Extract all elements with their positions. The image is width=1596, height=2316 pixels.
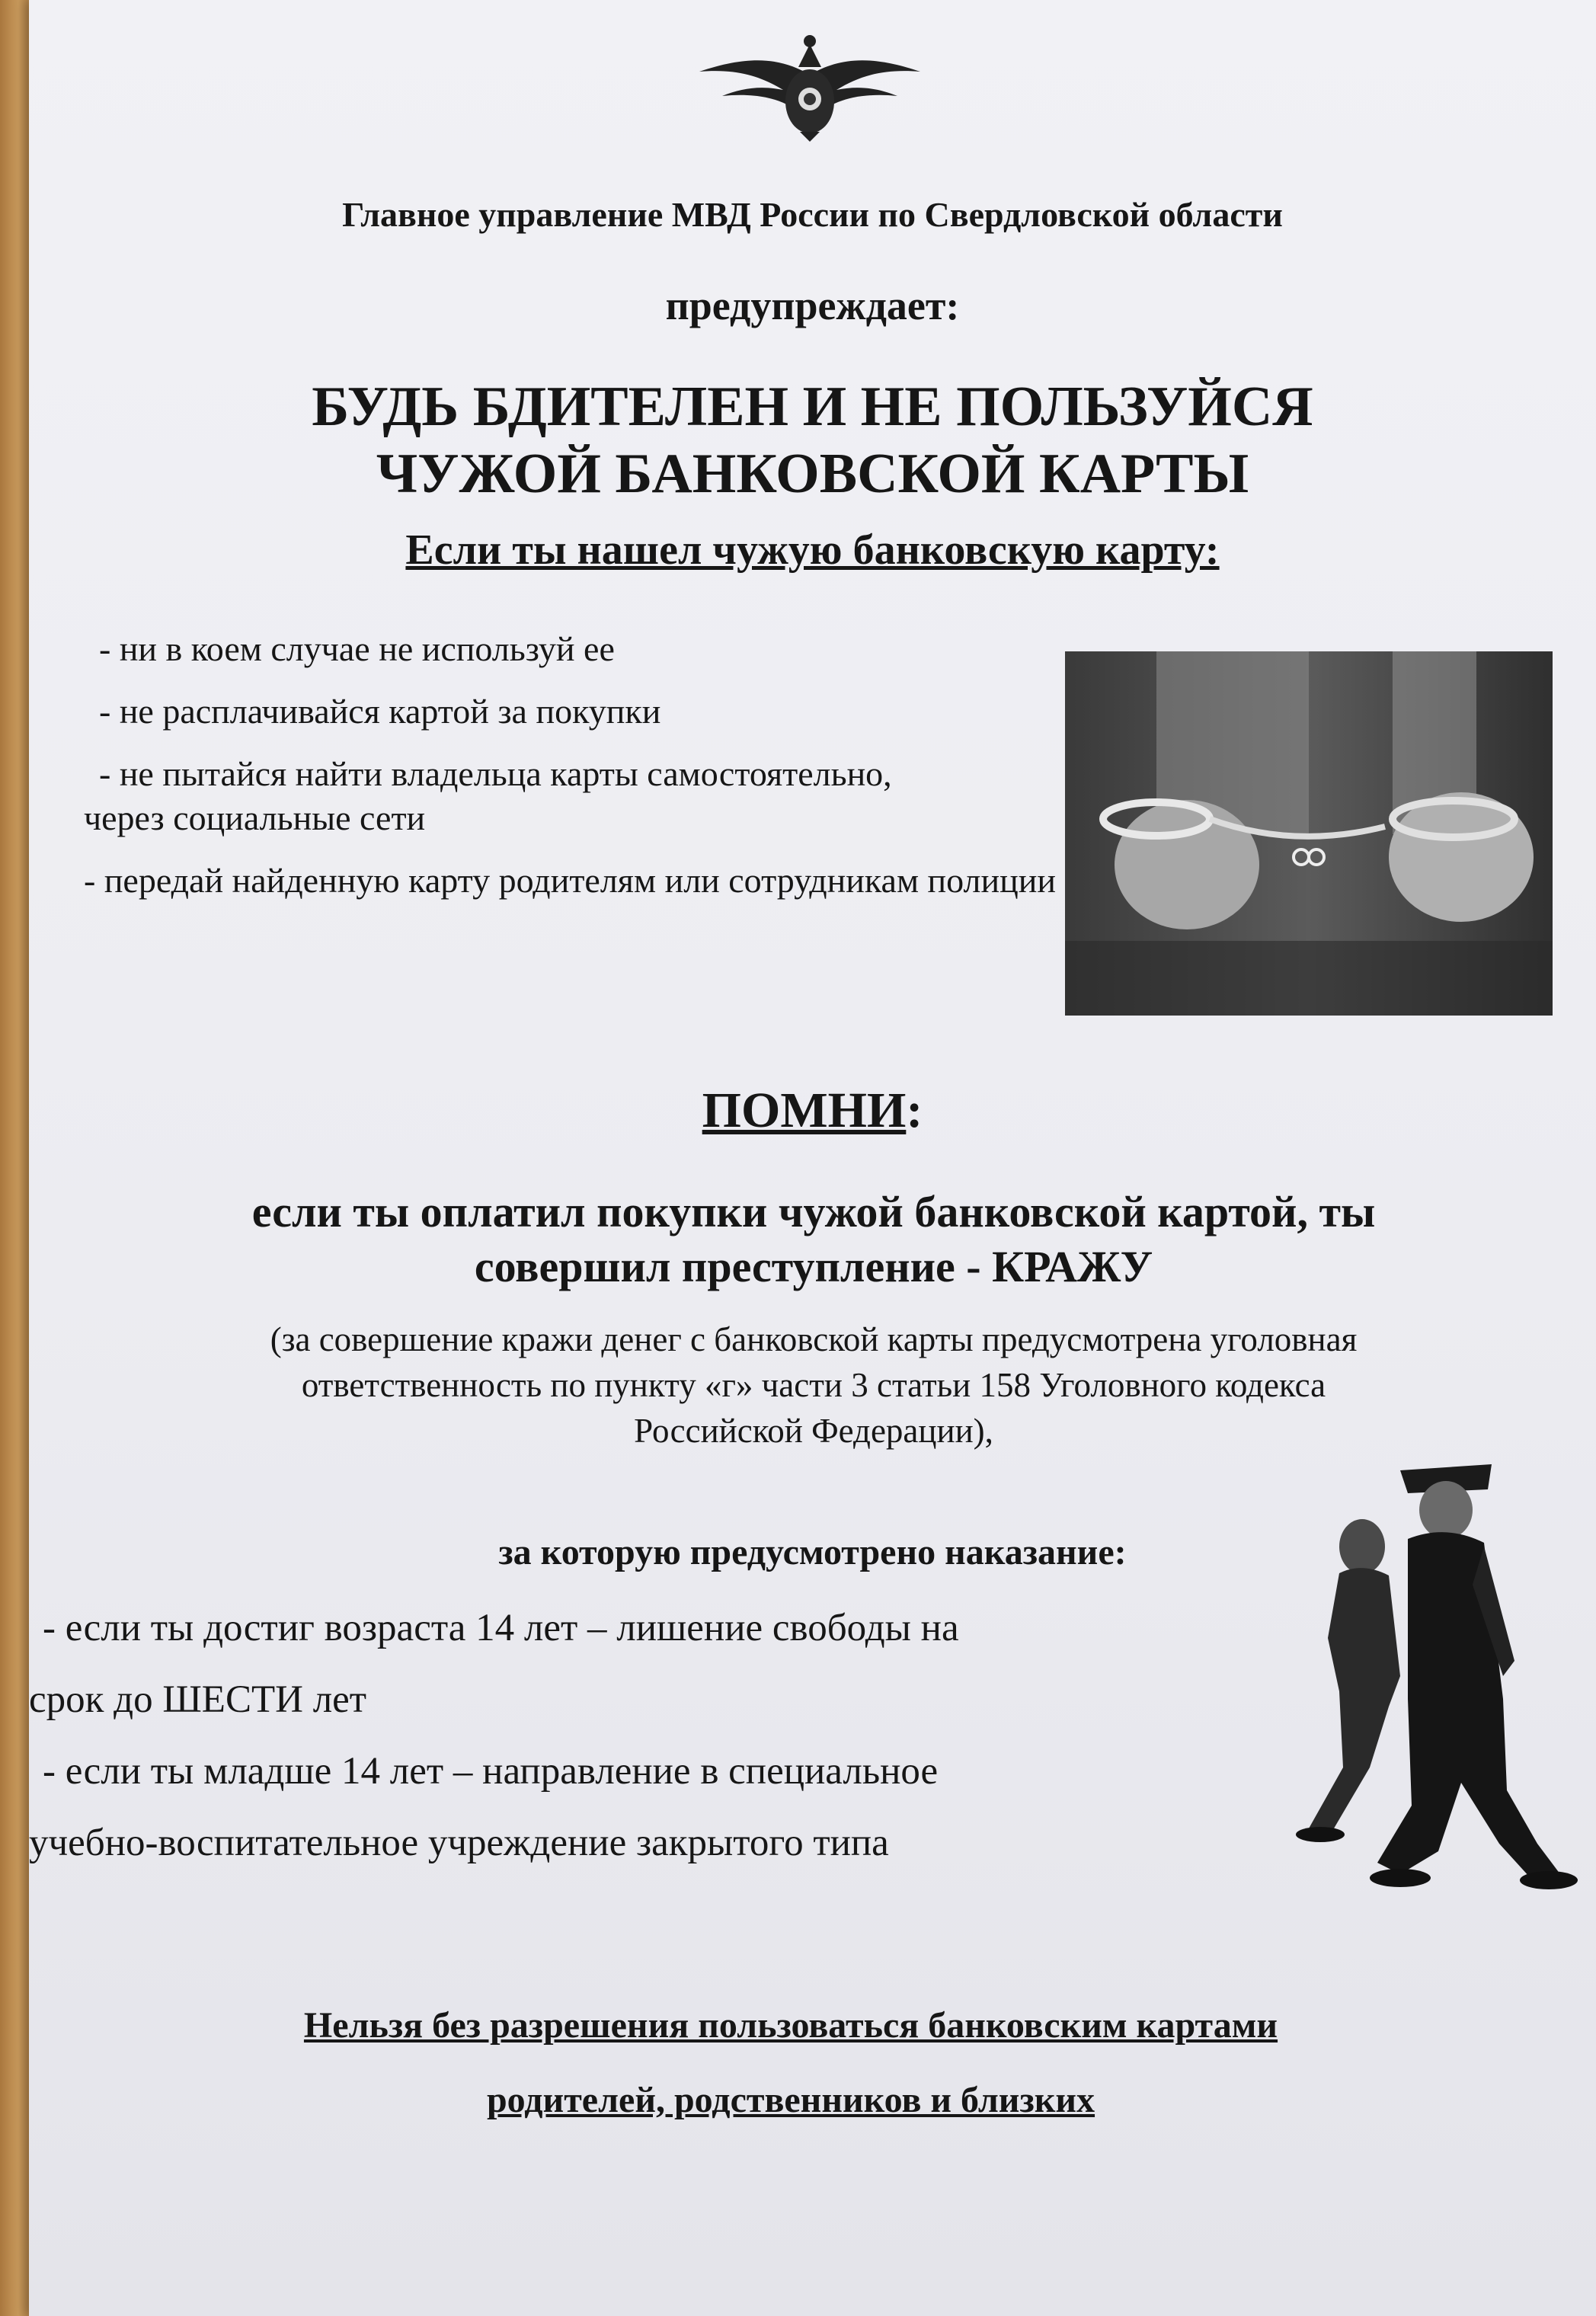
- footer-line: родителей, родственников и близких: [486, 2080, 1095, 2120]
- tip-item: - не расплачивайся картой за покупки: [99, 692, 661, 731]
- tips-list: [53, 629, 1067, 923]
- liability-line: Российской Федерации),: [634, 1412, 993, 1450]
- main-headline: [29, 373, 1596, 507]
- punishment-item: учебно-воспитательное учреждение закрытого типа: [29, 1822, 889, 1864]
- crime-line: если ты оплатил покупки чужой банковской картой, ты: [251, 1187, 1376, 1236]
- agency-name: Главное управление МВД России по Свердловской области: [342, 195, 1283, 234]
- handcuffs-photo: [1065, 651, 1553, 1016]
- remember-colon: :: [906, 1083, 923, 1138]
- headline-line: БУДЬ БДИТЕЛЕН И НЕ ПОЛЬЗУЙСЯ: [312, 376, 1313, 438]
- mvd-emblem-icon: [669, 21, 951, 143]
- crime-statement: [90, 1185, 1537, 1294]
- crime-line: совершил преступление - КРАЖУ: [474, 1242, 1153, 1291]
- tip-item: - не пытайся найти владельца карты самостоятельно,: [99, 754, 892, 793]
- liability-note: [90, 1316, 1537, 1454]
- tip-item: через социальные сети: [84, 798, 426, 837]
- poster-sheet: [29, 0, 1596, 2316]
- remember-word: ПОМНИ: [702, 1083, 907, 1138]
- footer-line: Нельзя без разрешения пользоваться банковским картами: [303, 2005, 1278, 2046]
- footer-warning: [143, 1988, 1438, 2138]
- liability-line: ответственность по пункту «г» части 3 статьи 158 Уголовного кодекса: [301, 1366, 1326, 1404]
- headline-line: ЧУЖОЙ БАНКОВСКОЙ КАРТЫ: [376, 443, 1249, 505]
- punishment-heading: за которую предусмотрено наказание:: [498, 1532, 1127, 1572]
- tip-item: - передай найденную карту родителям или сотрудникам полиции: [84, 861, 1056, 900]
- punishment-item: - если ты младше 14 лет – направление в специальное: [43, 1750, 939, 1793]
- police-escort-photo: [1286, 1448, 1596, 1905]
- punishment-list: [29, 1592, 1187, 1879]
- if-found-heading: Если ты нашел чужую банковскую карту:: [405, 526, 1220, 574]
- warns-label: предупреждает:: [665, 283, 960, 328]
- punishment-item: - если ты достиг возраста 14 лет – лишение свободы на: [43, 1607, 959, 1649]
- liability-line: (за совершение кражи денег с банковской карты предусмотрена уголовная: [270, 1320, 1358, 1358]
- remember-title: [29, 1082, 1596, 1140]
- tip-item: - ни в коем случае не используй ее: [99, 629, 615, 668]
- punishment-item: срок до ШЕСТИ лет: [29, 1678, 367, 1721]
